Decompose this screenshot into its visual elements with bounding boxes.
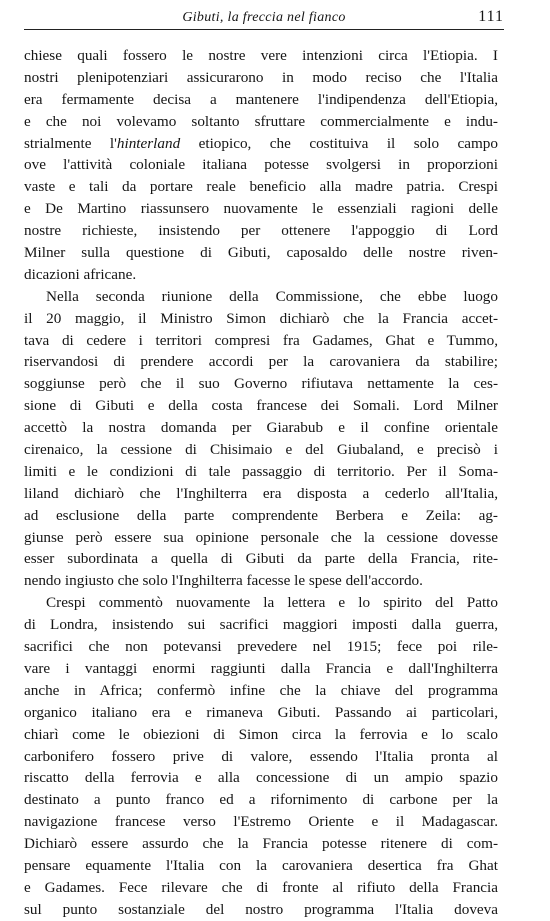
text-line: tava di cedere i territori compresi fra Gadames, Ghat e Tummo,: [24, 331, 498, 349]
text-line: organico italiano era e rimaneva Gibuti. Passando ai particolari,: [24, 703, 498, 721]
text-line: nostri plenipotenziari assicurarono in modo reciso che l'Italia: [24, 68, 498, 86]
text-line: pensare equamente l'Italia con la carovaniera desertica fra Ghat: [24, 856, 498, 874]
text-line: destinato a punto franco ed a rifornimento di carbone per la: [24, 791, 498, 809]
text-line: dicazioni africane.: [24, 265, 137, 283]
text-line: sione di Gibuti e della costa francese dei Somali. Lord Milner: [24, 397, 498, 415]
text-line: vare i vantaggi enormi raggiunti dalla Francia e dall'Inghilterra: [24, 659, 498, 677]
text-line: sul punto sostanziale del nostro programma l'Italia doveva: [24, 900, 498, 918]
text-line: vaste e tali da portare reale beneficio alla madre patria. Crespi: [24, 178, 498, 196]
text-line: il 20 maggio, il Ministro Simon dichiarò che la Francia accet-: [24, 309, 498, 327]
text-line: nendo ingiusto che solo l'Inghilterra facesse le spese dell'accordo.: [24, 572, 423, 590]
text-segment: strialmente l': [24, 134, 117, 152]
text-line: e De Martino riassunsero nuovamente le essenziali ragioni delle: [24, 200, 498, 218]
text-line: Nella seconda riunione della Commissione, che ebbe luogo: [46, 287, 498, 305]
text-line: di Londra, insistendo sui sacrifici maggiori imposti dalla guerra,: [24, 616, 498, 634]
text-line: liland dichiarò che l'Inghilterra era disposta a cederlo all'Italia,: [24, 484, 498, 502]
text-segment: etiopico, che costituiva il solo campo: [180, 134, 498, 152]
text-line: ad esclusione della parte comprendente Berbera e Zeila: ag-: [24, 506, 498, 524]
running-title: Gibuti, la freccia nel fianco: [182, 10, 346, 25]
text-line: soggiunse però che il suo Governo rifiutava nettamente la ces-: [24, 375, 498, 393]
text-line: chiarì come le obiezioni di Simon circa la ferrovia e lo scalo: [24, 725, 498, 743]
text-line: esser subordinata a quella di Gibuti da parte della Francia, rite-: [24, 550, 498, 568]
text-line: sacrifici che non potevansi prevedere nel 1915; fece poi rile-: [24, 638, 498, 656]
page-number: 111: [478, 8, 504, 25]
text-line: e che noi volevamo soltanto sfruttare commercialmente e indu-: [24, 112, 498, 130]
text-line: cirenaico, la cessione di Chisimaio e del Giubaland, e precisò i: [24, 441, 498, 459]
text-line: chiese quali fossero le nostre vere intenzioni circa l'Etiopia. I: [24, 47, 498, 64]
text-line: riservandosi di prendere accordi per la carovaniera da stabilire;: [24, 353, 498, 371]
text-line: anche in Africa; confermò infine che la chiave del programma: [24, 681, 498, 699]
text-line: nostre richieste, insistendo per ottenere l'appoggio di Lord: [24, 222, 498, 240]
body-text: [24, 45, 498, 921]
text-line: Milner sulla questione di Gibuti, caposaldo delle nostre riven-: [24, 244, 498, 262]
text-line: Crespi commentò nuovamente la lettera e lo spirito del Patto: [46, 594, 498, 612]
text-line: riscatto della ferrovia e alla concessione di un ampio spazio: [24, 769, 498, 787]
text-line: Dichiarò essere assurdo che la Francia potesse ritenere di com-: [24, 835, 498, 853]
text-line: ove l'attività coloniale italiana potesse svolgersi in proporzioni: [24, 156, 498, 174]
running-header: [24, 7, 504, 30]
text-line: navigazione francese verso l'Estremo Oriente e il Madagascar.: [24, 813, 498, 831]
text-line: era fermamente decisa a mantenere l'indipendenza dell'Etiopia,: [24, 90, 498, 108]
text-line: limiti e le condizioni di tale passaggio di territorio. Per il Soma-: [24, 462, 498, 480]
text-line: [24, 133, 498, 155]
text-line: e Gadames. Fece rilevare che di fronte al rifiuto della Francia: [24, 878, 498, 896]
text-line: giunse però essere sua opinione personale che la cessione dovesse: [24, 528, 498, 546]
text-line: carbonifero fossero prive di valore, essendo l'Italia pronta al: [24, 747, 498, 765]
text-line: accettò la nostra domanda per Giarabub e il confine orientale: [24, 419, 498, 437]
italic-term: hinterland: [116, 134, 181, 152]
